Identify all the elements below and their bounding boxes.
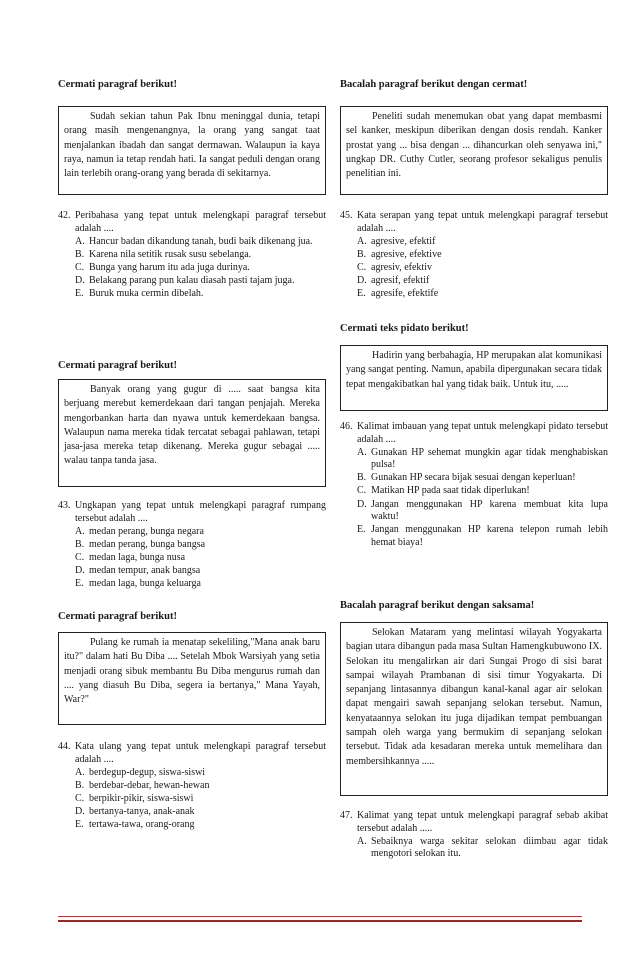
option-text: Matikan HP pada saat tidak diperlukan! xyxy=(371,485,530,497)
answer-option xyxy=(357,249,608,262)
question-number: 45. xyxy=(340,210,353,221)
footer-rule-thin xyxy=(58,916,582,917)
option-text: berdebar-debar, hewan-hewan xyxy=(89,779,210,791)
option-label: A. xyxy=(75,235,85,247)
answer-option xyxy=(75,806,326,819)
option-text: medan laga, bunga nusa xyxy=(89,551,186,563)
answer-option xyxy=(75,552,326,565)
option-label: B. xyxy=(357,472,367,484)
option-text: Buruk muka cermin dibelah. xyxy=(89,288,204,300)
passage-text: Hadirin yang berbahagia, HP merupakan alat komunikasi yang sangat penting. Namun, apabila dipergunakan secara tidak tepat mengakibatkan hal yang tidak baik. Untuk itu, ..... xyxy=(346,350,602,390)
option-text: Jangan menggunakan HP karena telepon rumah lebih hemat biaya! xyxy=(371,524,608,548)
answer-option xyxy=(75,288,326,301)
answer-option xyxy=(75,780,326,793)
section-heading: Cermati paragraf berikut! xyxy=(58,360,177,371)
passage-text: Banyak orang yang gugur di ..... saat bangsa kita berjuang merebut kemerdekaan dari tangan penjajah. Mereka mengorbankan harta dan nyawa untuk kemerdekaan bangsa. Walaupun nama mereka tidak tercatat sebagai pahlawan, tetapi jasa-jasa mereka tetap dikenang. Mereka gugur sebagai ..... walau tanpa tanda jasa. xyxy=(64,384,320,467)
option-label: B. xyxy=(357,248,367,260)
answer-option xyxy=(357,485,608,498)
answer-option xyxy=(357,447,608,472)
option-label: A. xyxy=(75,525,85,537)
question-43 xyxy=(58,500,326,591)
option-text: agresive, efektive xyxy=(371,248,442,260)
answer-option xyxy=(75,249,326,262)
question-number: 42. xyxy=(58,210,71,221)
option-label: A. xyxy=(357,446,367,458)
option-label: E. xyxy=(75,819,84,831)
question-stem xyxy=(58,210,326,235)
question-44 xyxy=(58,741,326,832)
question-47 xyxy=(340,810,608,861)
footer-rule-thick xyxy=(58,920,582,922)
section-heading: Bacalah paragraf berikut dengan saksama! xyxy=(340,600,535,611)
option-text: agresif, efektif xyxy=(371,274,430,286)
option-text: medan perang, bunga bangsa xyxy=(89,538,206,550)
answer-option xyxy=(357,275,608,288)
answer-option xyxy=(75,565,326,578)
section-heading: Cermati paragraf berikut! xyxy=(58,611,177,622)
answer-option xyxy=(75,578,326,591)
option-label: D. xyxy=(357,498,367,510)
option-text: agresife, efektife xyxy=(371,288,439,300)
option-text: berdegup-degup, siswa-siswi xyxy=(89,766,206,778)
answer-option xyxy=(75,262,326,275)
passage-box xyxy=(340,345,608,411)
passage-box xyxy=(340,622,608,796)
question-stem xyxy=(340,421,608,446)
question-text: Kalimat imbauan yang tepat untuk melengkapi pidato tersebut adalah .... xyxy=(357,421,608,445)
option-text: agresiv, efektiv xyxy=(371,261,432,273)
option-text: berpikir-pikir, siswa-siswi xyxy=(89,792,194,804)
question-45 xyxy=(340,210,608,301)
question-46 xyxy=(340,421,608,549)
answer-option xyxy=(357,499,608,524)
question-stem xyxy=(340,210,608,235)
option-label: D. xyxy=(357,274,367,286)
question-text: Kata ulang yang tepat untuk melengkapi paragraf tersebut adalah .... xyxy=(75,741,326,765)
option-label: C. xyxy=(75,551,85,563)
option-label: C. xyxy=(357,485,367,497)
passage-box xyxy=(58,379,326,487)
question-text: Peribahasa yang tepat untuk melengkapi paragraf tersebut adalah .... xyxy=(75,210,326,234)
passage-text: Pulang ke rumah ia menatap sekeliling,"Mana anak baru itu?" dalam hati Bu Diba .... Setelah Mbok Warsiyah yang setia menjadi orang sibuk membantu Bu Diba mengurus rumah dan .... yang diasuh Bu Diba, segera ia bertanya," Mana Yayah, War?" xyxy=(64,637,320,706)
option-label: A. xyxy=(75,766,85,778)
section-heading: Cermati teks pidato berikut! xyxy=(340,323,469,334)
option-label: C. xyxy=(75,261,85,273)
passage-box xyxy=(58,632,326,725)
answer-option xyxy=(75,793,326,806)
passage-text: Sudah sekian tahun Pak Ibnu meninggal dunia, tetapi orang masih mengenangnya, la orang yang sangat taat menjalankan ibadah dan sangat dermawan. Walaupun ia kaya raya, namun ia tetap rendah hati. Ia sangat peduli dengan orang lain terlebih orang-orang yang berada di sekitarnya. xyxy=(64,111,320,180)
option-text: Hancur badan dikandung tanah, budi baik dikenang jua. xyxy=(89,235,313,247)
passage-text: Peneliti sudah menemukan obat yang dapat membasmi sel kanker, meskipun diberikan dengan dosis rendah. Kanker prostat yang ... bisa dengan ... dihancurkan oleh senyawa ini," ungkap DR. Cuthy Cutler, seorang profesor sekaligus penulis penelitian ini. xyxy=(346,111,602,180)
option-text: Gunakan HP sehemat mungkin agar tidak menghabiskan pulsa! xyxy=(371,446,608,471)
question-stem xyxy=(58,741,326,766)
option-text: Bunga yang harum itu ada juga durinya. xyxy=(89,261,250,273)
option-label: E. xyxy=(357,524,366,536)
option-label: B. xyxy=(75,779,85,791)
question-number: 43. xyxy=(58,500,71,511)
section-heading: Cermati paragraf berikut! xyxy=(58,79,177,90)
option-label: E. xyxy=(75,288,84,300)
option-text: medan laga, bunga keluarga xyxy=(89,578,201,590)
option-text: Sebaiknya warga sekitar selokan diimbau agar tidak mengotori selokan itu. xyxy=(371,835,608,860)
passage-box xyxy=(340,106,608,195)
question-text: Kalimat yang tepat untuk melengkapi paragraf sebab akibat tersebut adalah ..... xyxy=(357,810,608,834)
option-label: A. xyxy=(357,235,367,247)
option-label: C. xyxy=(357,261,367,273)
option-label: D. xyxy=(75,805,85,817)
option-label: C. xyxy=(75,792,85,804)
option-text: medan tempur, anak bangsa xyxy=(89,564,201,576)
answer-option xyxy=(75,767,326,780)
passage-box xyxy=(58,106,326,195)
answer-option xyxy=(357,288,608,301)
option-text: agresive, efektif xyxy=(371,235,436,247)
question-stem xyxy=(340,810,608,835)
answer-option xyxy=(75,526,326,539)
question-stem xyxy=(58,500,326,525)
question-text: Kata serapan yang tepat untuk melengkapi paragraf tersebut adalah .... xyxy=(357,210,608,234)
answer-option xyxy=(357,262,608,275)
section-heading: Bacalah paragraf berikut dengan cermat! xyxy=(340,79,528,90)
option-text: Karena nila setitik rusak susu sebelanga. xyxy=(89,248,252,260)
option-label: D. xyxy=(75,274,85,286)
answer-option xyxy=(357,236,608,249)
option-label: E. xyxy=(357,288,366,300)
option-text: Belakang parang pun kalau diasah pasti tajam juga. xyxy=(89,274,295,286)
answer-option xyxy=(357,472,608,485)
option-text: Jangan menggunakan HP karena membuat kita lupa waktu! xyxy=(371,498,608,523)
answer-option xyxy=(75,236,326,249)
option-text: medan perang, bunga negara xyxy=(89,525,204,537)
option-label: B. xyxy=(75,248,85,260)
option-text: tertawa-tawa, orang-orang xyxy=(89,819,195,831)
option-text: bertanya-tanya, anak-anak xyxy=(89,805,195,817)
answer-option xyxy=(75,275,326,288)
option-label: A. xyxy=(357,835,367,847)
answer-option xyxy=(75,539,326,552)
question-number: 44. xyxy=(58,741,71,752)
answer-option xyxy=(75,819,326,832)
option-label: D. xyxy=(75,564,85,576)
option-label: E. xyxy=(75,578,84,590)
passage-text: Selokan Mataram yang melintasi wilayah Yogyakarta bagian utara dibangun pada masa Sultan Hamengkubuwono IX. Selokan itu mengalirkan air dari Sungai Progo di sisi barat sampai wilayah Prambanan di sisi timur Yogyakarta. Di sepanjang lintasannya dibangun kanal-kanal agar air selokan dapat mengairi sawah sepanjang selokan tersebut. Namun, kenyataannya selokan itu juga dijadikan tempat pembuangan sampah oleh warga yang bermukim di sepanjang selokan tersebut. Tidak ada kesadaran mereka untuk memelihara dan membersihkannya ..... xyxy=(346,627,602,767)
question-number: 47. xyxy=(340,810,353,821)
question-number: 46. xyxy=(340,421,353,432)
option-label: B. xyxy=(75,538,85,550)
question-42 xyxy=(58,210,326,301)
question-text: Ungkapan yang tepat untuk melengkapi paragraf rumpang tersebut adalah .... xyxy=(75,500,326,524)
answer-option xyxy=(357,524,608,549)
option-text: Gunakan HP secara bijak sesuai dengan keperluan! xyxy=(371,472,576,484)
answer-option xyxy=(357,836,608,861)
